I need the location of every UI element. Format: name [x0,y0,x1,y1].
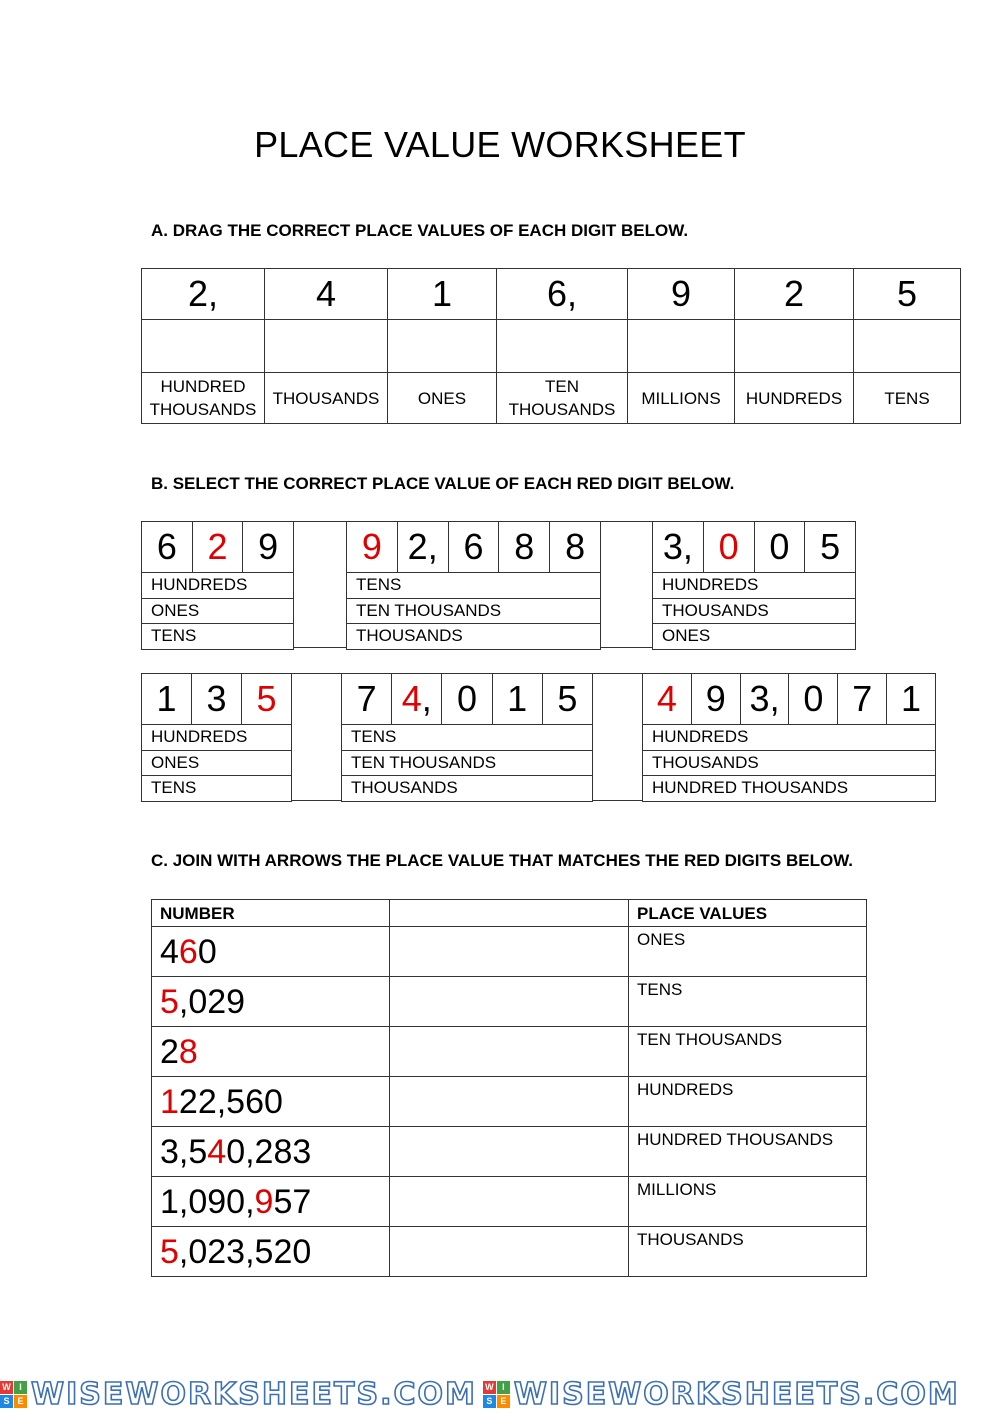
arrow-space-cell[interactable] [390,1227,629,1277]
logo-letter: I [497,1381,510,1394]
digit-cell: 2 [192,522,243,573]
wiseworksheets-logo-icon [483,1381,510,1408]
red-digit: 9 [254,1183,274,1221]
digit-cell: 4 [265,269,388,320]
drop-target[interactable] [854,320,961,373]
place-value-cell[interactable]: HUNDRED THOUSANDS [629,1127,867,1177]
answer-option[interactable]: THOUSANDS [653,598,856,624]
answer-option[interactable]: TENS [142,776,292,802]
place-value-cell[interactable]: ONES [629,927,867,977]
table-row [152,1077,867,1127]
answer-option[interactable]: HUNDREDS [142,573,294,599]
digit-cell: 0 [754,522,805,573]
digit-cell: 5 [542,674,592,725]
red-digit: 4 [207,1133,227,1171]
number-box [642,673,936,802]
watermark-text: WISEWORKSHEETS.COM [513,1376,960,1412]
digit-cell: 5 [242,674,292,725]
logo-letter: W [0,1381,13,1394]
drop-target[interactable] [628,320,735,373]
box-spacer [292,673,341,801]
answer-option[interactable]: TENS [142,624,294,650]
draggable-label[interactable]: HUNDRED THOUSANDS [142,373,265,424]
digit-cell: 0 [703,522,754,573]
wiseworksheets-logo-icon [0,1381,27,1408]
watermark-block [0,1377,477,1412]
draggable-label[interactable]: TEN THOUSANDS [497,373,628,424]
answer-option[interactable]: TEN THOUSANDS [347,598,601,624]
label-row [142,373,961,424]
table-row [152,1127,867,1177]
digit-cell: 0 [789,674,838,725]
drop-target[interactable] [142,320,265,373]
answer-option[interactable]: HUNDREDS [643,725,936,751]
arrow-space-cell[interactable] [390,1077,629,1127]
logo-letter: I [14,1381,27,1394]
answer-option[interactable]: THOUSANDS [342,776,593,802]
drop-target[interactable] [735,320,854,373]
digit-row [142,269,961,320]
digit-cell: 2, [397,522,448,573]
header-number: NUMBER [152,900,390,927]
answer-option[interactable]: ONES [653,624,856,650]
logo-letter: W [483,1381,496,1394]
draggable-label[interactable]: ONES [388,373,497,424]
drop-target[interactable] [388,320,497,373]
digit-cell: 0 [442,674,492,725]
table-header-row [152,900,867,927]
digit-cell: 6 [142,522,193,573]
answer-option[interactable]: TENS [342,725,593,751]
digit-cell: 1 [142,674,192,725]
place-value-cell[interactable]: TEN THOUSANDS [629,1027,867,1077]
logo-letter: E [497,1395,510,1408]
number-cell[interactable]: 122,560 [152,1077,390,1127]
digit-cell: 2, [142,269,265,320]
place-value-cell[interactable]: THOUSANDS [629,1227,867,1277]
number-box [141,673,292,802]
digit-cell: 5 [854,269,961,320]
digit-cell: 3, [740,674,789,725]
digit-cell: 3 [192,674,242,725]
number-cell[interactable]: 28 [152,1027,390,1077]
red-digit: 4 [401,678,422,719]
answer-option[interactable]: HUNDREDS [142,725,292,751]
red-digit: 1 [160,1083,179,1121]
arrow-space-cell[interactable] [390,927,629,977]
section-a-table [141,268,961,424]
draggable-label[interactable]: THOUSANDS [265,373,388,424]
answer-option[interactable]: ONES [142,598,294,624]
answer-option[interactable]: HUNDRED THOUSANDS [643,776,936,802]
answer-option[interactable]: THOUSANDS [643,750,936,776]
digit-cell: 6 [448,522,499,573]
digit-cell: 1 [887,674,936,725]
drop-target[interactable] [265,320,388,373]
draggable-label[interactable]: TENS [854,373,961,424]
place-value-cell[interactable]: MILLIONS [629,1177,867,1227]
number-cell[interactable]: 460 [152,927,390,977]
digit-cell: 4 [643,674,692,725]
red-digit: 8 [178,1033,198,1071]
table-row [152,1177,867,1227]
number-cell[interactable]: 5,029 [152,977,390,1027]
watermark-block [483,1377,960,1412]
digit-cell: 8 [550,522,601,573]
box-spacer [294,521,346,648]
digit-cell: 1 [492,674,542,725]
answer-option[interactable]: ONES [142,750,292,776]
red-digit: 6 [178,933,198,971]
watermark-text: WISEWORKSHEETS.COM [31,1376,477,1412]
number-box [346,521,601,650]
answer-option[interactable]: TEN THOUSANDS [342,750,593,776]
logo-letter: E [14,1395,27,1408]
red-digit: 5 [160,1233,179,1271]
draggable-label[interactable]: HUNDREDS [735,373,854,424]
answer-option[interactable]: HUNDREDS [653,573,856,599]
arrow-space-cell[interactable] [390,1177,629,1227]
header-place-values: PLACE VALUES [629,900,867,927]
digit-cell: 9 [243,522,294,573]
number-cell[interactable]: 1,090,957 [152,1177,390,1227]
number-box [341,673,593,802]
digit-cell: 9 [628,269,735,320]
answer-option[interactable]: THOUSANDS [347,624,601,650]
table-row [152,1027,867,1077]
place-value-cell[interactable]: HUNDREDS [629,1077,867,1127]
logo-letter: S [483,1395,496,1408]
section-c-instruction: C. JOIN WITH ARROWS THE PLACE VALUE THAT MATCHES THE RED DIGITS BELOW. [151,851,854,870]
arrow-space-cell[interactable] [390,1127,629,1177]
digit-cell: 6, [497,269,628,320]
table-row [152,1227,867,1277]
draggable-label[interactable]: MILLIONS [628,373,735,424]
section-a-instruction: A. DRAG THE CORRECT PLACE VALUES OF EACH DIGIT BELOW. [151,221,689,240]
number-cell[interactable]: 5,023,520 [152,1227,390,1277]
digit-cell: 5 [805,522,856,573]
number-box [652,521,856,650]
number-box [141,521,294,650]
digit-cell: 3, [653,522,704,573]
drop-target[interactable] [497,320,628,373]
box-spacer [593,673,642,801]
header-middle [390,900,629,927]
number-cell[interactable]: 3,540,283 [152,1127,390,1177]
page-title: PLACE VALUE WORKSHEET [254,124,746,165]
answer-option[interactable]: TENS [347,573,601,599]
drop-row [142,320,961,373]
digit-cell: 8 [499,522,550,573]
digit-cell: 2 [735,269,854,320]
digit-cell: 7 [342,674,392,725]
digit-cell: 7 [838,674,887,725]
place-value-cell[interactable]: TENS [629,977,867,1027]
digit-cell: 4, [392,674,442,725]
arrow-space-cell[interactable] [390,977,629,1027]
arrow-space-cell[interactable] [390,1027,629,1077]
footer-watermark [0,1375,1000,1413]
logo-letter: S [0,1395,13,1408]
digit-cell: 9 [347,522,398,573]
digit-cell: 1 [388,269,497,320]
red-digit: 5 [160,983,179,1021]
digit-cell: 9 [691,674,740,725]
table-row [152,977,867,1027]
section-c-table [151,899,867,1277]
section-b-instruction: B. SELECT THE CORRECT PLACE VALUE OF EACH RED DIGIT BELOW. [151,474,735,493]
box-spacer [601,521,653,648]
table-row [152,927,867,977]
